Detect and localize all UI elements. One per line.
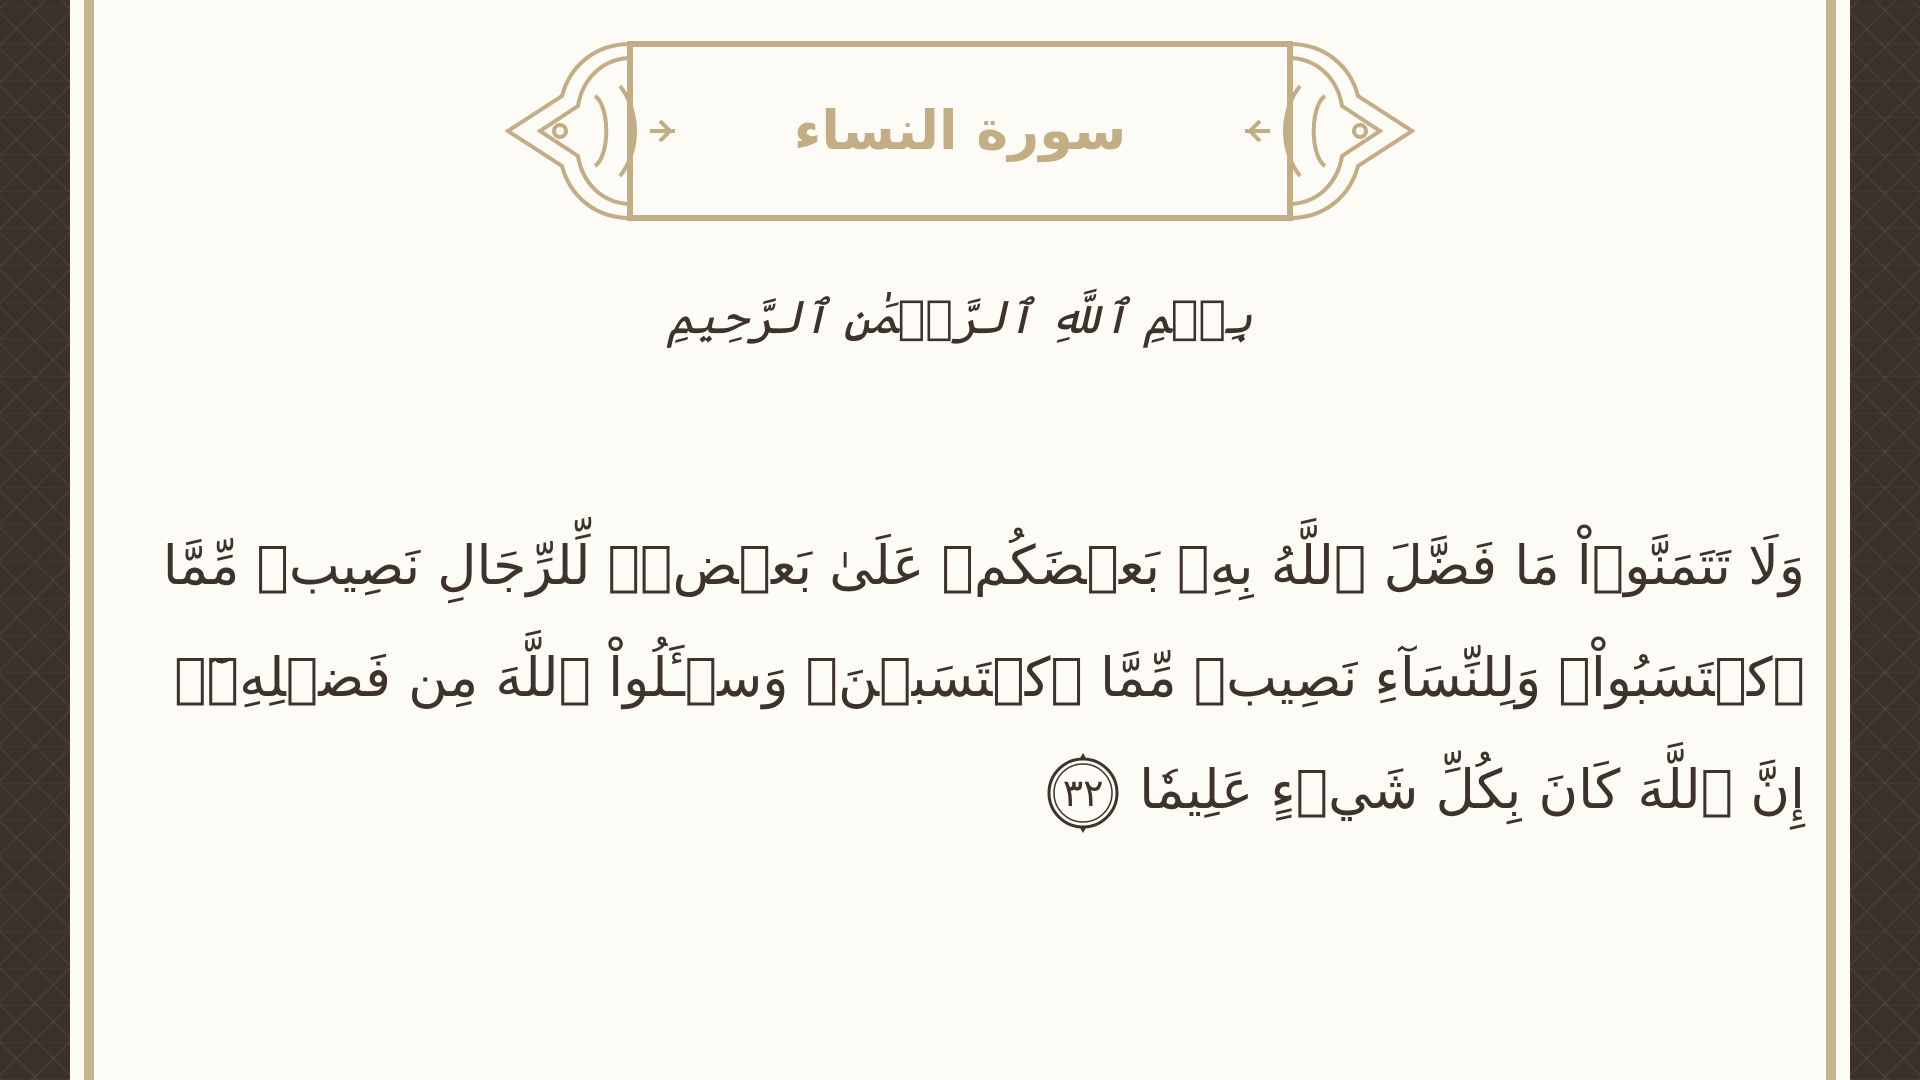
right-gold-rule bbox=[1826, 0, 1836, 1080]
surah-title: سورة النساء bbox=[793, 99, 1127, 162]
verse-block bbox=[150, 510, 1805, 846]
verse-end-marker bbox=[1041, 751, 1125, 835]
right-ornamental-border bbox=[1850, 0, 1920, 1080]
verse-text: وَلَا تَتَمَنَّوۡاْ مَا فَضَّلَ ٱللَّهُ بِهِۦ بَعۡضَكُمۡ عَلَىٰ بَعۡضٖۚ لِّلرِّجَالِ نَصِيبٞ مِّمَّا ٱكۡتَسَبُواْۖ وَلِلنِّسَآءِ نَصِيبٞ مِّمَّا ٱكۡتَسَبۡنَۚ وَسۡـَٔلُواْ ٱللَّهَ مِن فَضۡلِهِۦٓۚ إِنَّ ٱللَّهَ كَانَ بِكُلِّ شَيۡءٍ عَلِيمٗا bbox=[162, 534, 1805, 821]
left-ornamental-border bbox=[0, 0, 70, 1080]
surah-header bbox=[500, 36, 1420, 226]
left-gold-rule bbox=[84, 0, 94, 1080]
verse-number: ٣٢ bbox=[1062, 771, 1104, 816]
basmala: بِسۡمِ ٱللَّهِ ٱلرَّحۡمَٰنِ ٱلرَّحِيمِ bbox=[667, 290, 1253, 344]
